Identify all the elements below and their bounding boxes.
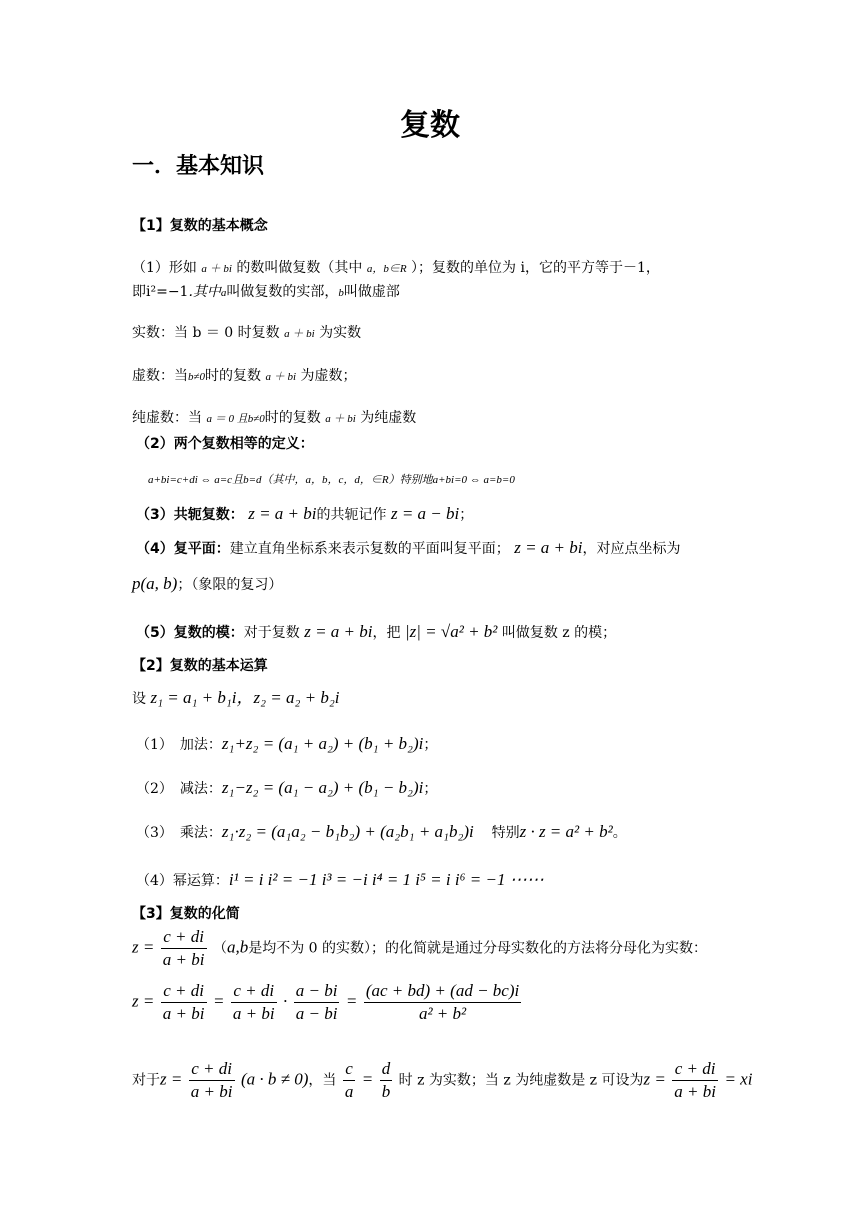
subtraction-line: （2） 减法：z₁−z₂ = (a₁ − a₂) + (b₁ − b₂)i； <box>136 778 438 797</box>
fraction: $\frac{(ac + bd) + (ad - bc)i}{\text{a² + b²}}$ <box>365 981 520 1023</box>
paragraph-definition: （1）形如 a ＋ bi 的数叫做复数（其中 a，b∈R ）；复数的单位为 i，它的平方等于－1， <box>132 260 660 276</box>
paragraph-definition-cont: 即i²=−1.其中a叫做复数的实部，b叫做虚部 <box>132 284 400 300</box>
equality-heading: （2）两个复数相等的定义： <box>136 436 314 452</box>
complex-plane-line: （4）复平面：建立直角坐标系来表示复数的平面叫复平面； z = a + bi，对应点坐标为 <box>136 538 681 557</box>
real-number-def: 实数：当 b ＝ 0 时复数 a ＋ bi 为实数 <box>132 325 362 341</box>
fraction: $\frac{a - bi}{a - bi}$ <box>295 981 338 1023</box>
equality-formula: a+bi=c+di ⇔ a=c且b=d（其中，a，b，c，d，∈R）特别地a+bi=0 ⇔ a=b=0 <box>148 474 515 486</box>
page-title: 复数 <box>400 108 460 143</box>
heading-basic-concepts: 【1】复数的基本概念 <box>132 218 268 234</box>
heading-simplification: 【3】复数的化简 <box>132 906 240 922</box>
multiplication-line: （3） 乘法：z₁·z₂ = (a₁a₂ − b₁b₂) + (a₂b₁ + a₁b₂)i 特别z · z = a² + b²。 <box>136 822 627 841</box>
fraction: $\frac{c + di}{a + bi}$ <box>162 981 205 1023</box>
fraction: $\frac{d}{b}$ <box>381 1059 391 1101</box>
section-heading: 一．基本知识 <box>132 154 265 179</box>
modulus-line: （5）复数的模：对于复数 z = a + bi，把 |z| = √a² + b² 叫做复数 z 的模； <box>136 622 617 641</box>
pure-imaginary-def: 纯虚数：当 a ＝ 0 且b≠0时的复数 a ＋ bi 为纯虚数 <box>132 410 417 426</box>
simplification-conditions: 对于z = $\frac{c + di}{a + bi}$ (a · b ≠ 0)，当 $\frac{c}{a}$ = $\frac{d}{b}$ 时 z 为实数；当 z 为纯虚数是 z 可设为z = $\frac{c + di}{a + bi}$ = xi <box>132 1059 753 1101</box>
complex-plane-line-cont: p(a, b)；（象限的复习） <box>132 574 283 593</box>
fraction: $\frac{c + di}{a + bi}$ <box>232 981 275 1023</box>
addition-line: （1） 加法：z₁+z₂ = (a₁ + a₂) + (b₁ + b₂)i； <box>136 734 438 753</box>
heading-basic-operations: 【2】复数的基本运算 <box>132 658 268 674</box>
set-z-line: 设 z₁ = a₁ + b₁i，z₂ = a₂ + b₂i <box>132 688 340 707</box>
imaginary-number-def: 虚数：当b≠0时的复数 a ＋ bi 为虚数； <box>132 368 357 384</box>
fraction: $\frac{c}{a}$ <box>344 1059 354 1101</box>
conjugate-line: （3）共轭复数： z = a + bi的共轭记作 z = a − bi； <box>136 504 474 523</box>
simplification-formula: z = $\frac{c + di}{a + bi}$ = $\frac{c + di}{a + bi}$ · $\frac{a - bi}{a - bi}$ = $\frac{(ac + bd) + (ad - bc)i}{\text{a² + b²}}$ <box>132 981 520 1023</box>
simplification-def: z = $\frac{c + di}{a + bi}$ （a,b是均不为 0 的实数）；的化简就是通过分母实数化的方法将分母化为实数： <box>132 927 708 969</box>
fraction: $\frac{c + di}{a + bi}$ <box>674 1059 716 1101</box>
fraction: $\frac{c + di}{a + bi}$ <box>190 1059 233 1101</box>
fraction: $\frac{c + di}{a + bi}$ <box>162 927 205 969</box>
power-line: （4）幂运算：i¹ = i i² = −1 i³ = −i i⁴ = 1 i⁵ = i i⁶ = −1 ⋯⋯ <box>136 870 544 889</box>
